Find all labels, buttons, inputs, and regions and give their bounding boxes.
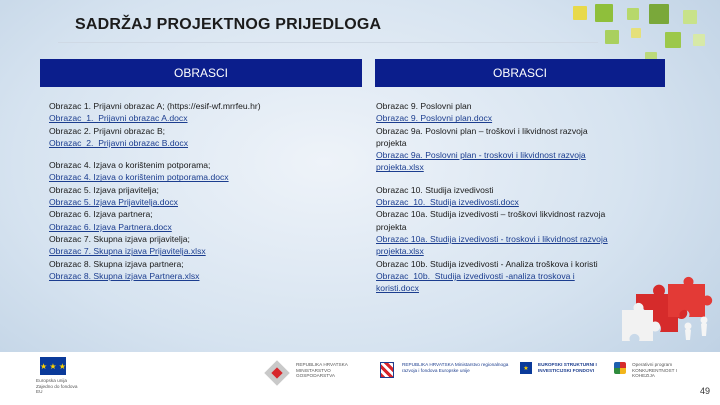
eu-flag-logo: ★ ★ ★ [40, 357, 66, 375]
right-column-list [376, 100, 608, 294]
form-description: Obrazac 4. Izjava o korištenim potporama; [49, 160, 211, 171]
page-number: 49 [699, 386, 710, 396]
form-description: Obrazac 5. Izjava prijavitelja; [49, 184, 159, 195]
document-link[interactable]: Obrazac 10a. Studija izvedivosti - troskovi i likvidnost razvoja projekta.xlsx [376, 233, 608, 257]
right-column-header: OBRASCI [375, 59, 665, 87]
document-link[interactable]: Obrazac_2._Prijavni obrazac B.docx [49, 137, 189, 148]
document-link[interactable]: Obrazac 6. Izjava Partnera.docx [49, 221, 172, 232]
left-column-header: OBRASCI [40, 59, 362, 87]
list-spacer [49, 149, 359, 159]
document-link[interactable]: Obrazac 8. Skupna izjava Partnera.xlsx [49, 270, 200, 281]
croatia-coat-of-arms-logo [380, 362, 394, 378]
list-spacer [376, 174, 608, 184]
document-link[interactable]: Obrazac 9. Poslovni plan.docx [376, 113, 493, 124]
form-description: Obrazac 6. Izjava partnera; [49, 209, 153, 220]
form-description: Obrazac 9a. Poslovni plan – troškovi i likvidnost razvoja projekta [376, 125, 588, 148]
form-description: Obrazac 9. Poslovni plan [376, 101, 472, 111]
footer-logo-bar [0, 352, 720, 405]
puzzle-pieces-image [616, 276, 718, 346]
form-description: Obrazac 7. Skupna izjava prijavitelja; [49, 233, 190, 244]
title-divider [58, 42, 598, 43]
document-link[interactable]: Obrazac_10._Studija izvedivosti.docx [376, 197, 519, 208]
form-description: Obrazac 2. Prijavni obrazac B; [49, 125, 166, 136]
document-link[interactable]: Obrazac 5. Izjava Prijavitelja.docx [49, 197, 178, 208]
operational-programme-logo-text: Operativni program KONKURENTNOST I KOHEZIJA [632, 362, 677, 379]
esif-eu-logo: ★ [520, 362, 532, 374]
ministry-cube-logo [264, 360, 289, 385]
document-link[interactable]: Obrazac_1._Prijavni obrazac A.docx [49, 113, 188, 124]
document-link[interactable]: Obrazac 7. Skupna izjava Prijavitelja.xlsx [49, 246, 206, 257]
ministry-economy-logo-text: REPUBLIKA HRVATSKA MINISTARSTVO GOSPODARSTVA [296, 362, 348, 379]
document-link[interactable]: Obrazac_10b._Studija izvedivosti -analiza troskova i koristi.docx [376, 270, 575, 294]
regional-ministry-logo-text: REPUBLIKA HRVATSKA Ministarstvo regionalnoga razvoja i fondova Europske unije [402, 362, 509, 373]
esif-logo-text: EUROPSKI STRUKTURNI I INVESTICIJSKI FONDOVI [538, 362, 597, 373]
slide-title: SADRŽAJ PROJEKTNOG PRIJEDLOGA [75, 16, 382, 33]
form-description: Obrazac 8. Skupna izjava partnera; [49, 258, 184, 269]
eu-caption: Europska unija Zajedno do fondova EU [36, 378, 78, 395]
form-description: Obrazac 1. Prijavni obrazac A; (https://esif-wf.mrrfeu.hr) [49, 101, 261, 111]
form-description: Obrazac 10. Studija izvedivosti [376, 184, 494, 195]
document-link[interactable]: Obrazac 9a. Poslovni plan - troskovi i likvidnost razvoja projekta.xlsx [376, 150, 586, 173]
operational-programme-logo [614, 362, 626, 374]
form-description: Obrazac 10b. Studija izvedivosti - Analiza troškova i koristi [376, 258, 598, 269]
form-description: Obrazac 10a. Studija izvedivosti – troškovi likvidnost razvoja projekta [376, 209, 606, 232]
document-link[interactable]: Obrazac 4. Izjava o korištenim potporama.docx [49, 172, 229, 183]
left-column-list [49, 100, 359, 282]
